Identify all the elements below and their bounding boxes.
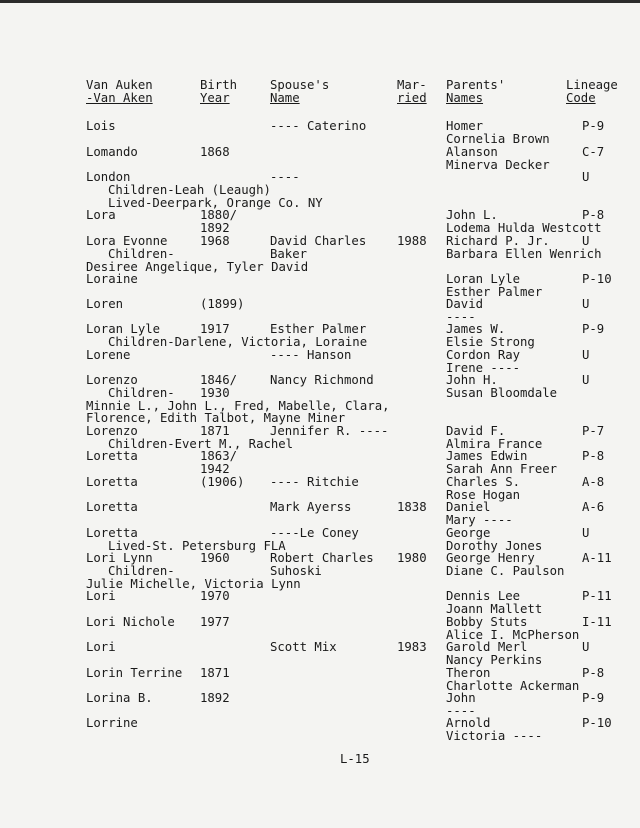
entry-lineage-code: A-6	[582, 500, 605, 514]
top-rule	[0, 0, 640, 3]
entry-name: Lori Lynn	[86, 551, 153, 565]
entry-name: Loretta	[86, 500, 138, 514]
entry-parent: James Edwin	[446, 449, 528, 463]
entry-spouse: Esther Palmer	[270, 322, 367, 336]
entry-name: Lomando	[86, 145, 138, 159]
entry-parent: Irene ----	[446, 360, 521, 375]
entry-lineage-code: P-8	[582, 208, 605, 222]
entry-parent: David	[446, 297, 484, 311]
entry-children-label: Children-	[108, 385, 175, 400]
entry-lineage-code: P-10	[582, 716, 612, 730]
entry-married-year: 1983	[397, 640, 427, 654]
entry-lineage-code: P-9	[582, 322, 605, 336]
entry-name: Loren	[86, 297, 124, 311]
entry-birth-year: 1977	[200, 615, 230, 629]
entry-married-year: 1838	[397, 500, 427, 514]
entry-parent: Daniel	[446, 500, 491, 514]
entry-name: Lorene	[86, 348, 131, 362]
entry-spouse: ---- Caterino	[270, 119, 367, 133]
entry-lineage-code: C-7	[582, 145, 605, 159]
entry-birth-year: 1917	[200, 322, 230, 336]
entry-married-year: 1988	[397, 234, 427, 248]
entry-spouse: ----	[270, 170, 300, 184]
entry-lineage-code: A-8	[582, 475, 605, 489]
entry-parent: Charles S.	[446, 475, 521, 489]
entry-spouse: Mark Ayerss	[270, 500, 352, 514]
entry-birth-year: 1868	[200, 145, 230, 159]
entry-birth-year: 1871	[200, 424, 230, 438]
entry-birth-year: (1899)	[200, 297, 245, 311]
entry-parent: Almira France	[446, 436, 543, 451]
entry-lineage-code: U	[582, 526, 590, 540]
entry-parent: John H.	[446, 373, 498, 387]
entry-parent: Diane C. Paulson	[446, 563, 565, 578]
entry-birth-year: 1942	[200, 461, 230, 476]
entry-lineage-code: I-11	[582, 615, 612, 629]
header-c3-bottom: Name	[270, 91, 300, 105]
entry-note: Lived-Deerpark, Orange Co. NY	[108, 195, 323, 210]
entry-lineage-code: P-8	[582, 449, 605, 463]
header-c6-top: Lineage	[566, 78, 618, 92]
header-c5-bottom: Names	[446, 91, 484, 105]
entry-lineage-code: P-7	[582, 424, 605, 438]
entry-name: Loretta	[86, 526, 138, 540]
entry-parent: George	[446, 526, 491, 540]
entry-note: Minnie L., John L., Fred, Mabelle, Clara,	[86, 398, 390, 413]
entry-lineage-code: U	[582, 297, 590, 311]
entry-parent: Nancy Perkins	[446, 652, 543, 667]
entry-name: Lorrine	[86, 716, 138, 730]
header-c3-top: Spouse's	[270, 78, 330, 92]
entry-name: Lorina B.	[86, 691, 153, 705]
entry-parent: Barbara Ellen Wenrich	[446, 246, 602, 261]
entry-name: Loretta	[86, 449, 138, 463]
entry-name: Lora Evonne	[86, 234, 168, 248]
entry-parent: Minerva Decker	[446, 157, 550, 172]
entry-birth-year: (1906)	[200, 475, 245, 489]
entry-lineage-code: A-11	[582, 551, 612, 565]
entry-parent: Loran Lyle	[446, 272, 521, 286]
entry-spouse: ---- Hanson	[270, 348, 352, 362]
entry-name: Lorenzo	[86, 424, 138, 438]
entry-note: Children-Darlene, Victoria, Loraine	[108, 334, 368, 349]
entry-spouse: Scott Mix	[270, 640, 337, 654]
entry-parent: Alice I. McPherson	[446, 627, 580, 642]
entry-name: Lois	[86, 119, 116, 133]
entry-birth-year: 1930	[200, 385, 230, 400]
entry-married-year: 1980	[397, 551, 427, 565]
entry-birth-year: 1846/	[200, 373, 238, 387]
entry-birth-year: 1863/	[200, 449, 238, 463]
entry-name: Lora	[86, 208, 116, 222]
entry-lineage-code: U	[582, 234, 590, 248]
entry-parent: Joann Mallett	[446, 601, 543, 616]
entry-spouse: Robert Charles	[270, 551, 374, 565]
entry-spouse-cont: Baker	[270, 246, 308, 261]
entry-parent: Rose Hogan	[446, 487, 521, 502]
entry-parent: David F.	[446, 424, 506, 438]
entry-lineage-code: U	[582, 348, 590, 362]
entry-note: Julie Michelle, Victoria Lynn	[86, 576, 301, 591]
entry-parent: Elsie Strong	[446, 334, 535, 349]
header-c1-top: Van Auken	[86, 78, 153, 92]
entry-spouse-cont: Suhoski	[270, 563, 322, 578]
entry-children-label: Children-	[108, 246, 175, 261]
entry-parent: John L.	[446, 208, 498, 222]
entry-note: Florence, Edith Talbot, Mayne Miner	[86, 411, 346, 426]
entry-name: Lori	[86, 640, 116, 654]
entry-spouse: David Charles	[270, 234, 367, 248]
header-c4-bottom: ried	[397, 91, 427, 105]
entry-spouse: Jennifer R. ----	[270, 424, 389, 438]
entry-parent: ----	[446, 309, 476, 324]
header-c5-top: Parents'	[446, 78, 506, 92]
entry-name: London	[86, 170, 131, 184]
header-c6-bottom: Code	[566, 91, 596, 105]
entry-name: Loran Lyle	[86, 322, 161, 336]
entry-note: Children-Leah (Leaugh)	[108, 182, 271, 197]
entry-name: Lorin Terrine	[86, 666, 183, 680]
entry-parent: Dorothy Jones	[446, 538, 543, 553]
entry-note: Lived-St. Petersburg FLA	[108, 538, 286, 553]
entry-spouse: ----Le Coney	[270, 526, 359, 540]
entry-parent: Lodema Hulda Westcott	[446, 220, 602, 235]
header-c4-top: Mar-	[397, 78, 427, 92]
entry-name: Lorenzo	[86, 373, 138, 387]
entry-parent: Cordon Ray	[446, 348, 521, 362]
entry-birth-year: 1892	[200, 691, 230, 705]
entry-name: Loraine	[86, 272, 138, 286]
entry-children-label: Children-	[108, 563, 175, 578]
entry-parent: Esther Palmer	[446, 284, 543, 299]
entry-parent: Charlotte Ackerman	[446, 678, 580, 693]
entry-birth-year: 1968	[200, 234, 230, 248]
entry-parent: James W.	[446, 322, 506, 336]
entry-lineage-code: P-11	[582, 589, 612, 603]
entry-name: Loretta	[86, 475, 138, 489]
entry-birth-year: 1960	[200, 551, 230, 565]
entry-name: Lori Nichole	[86, 615, 175, 629]
entry-note: Children-Evert M., Rachel	[108, 436, 294, 451]
entry-parent: Sarah Ann Freer	[446, 461, 558, 476]
entry-parent: Cornelia Brown	[446, 131, 550, 146]
entry-note: Desiree Angelique, Tyler David	[86, 259, 309, 274]
entry-lineage-code: U	[582, 373, 590, 387]
entry-lineage-code: U	[582, 170, 590, 184]
entry-spouse: ---- Ritchie	[270, 475, 359, 489]
entry-parent: Richard P. Jr.	[446, 234, 550, 248]
entry-lineage-code: P-9	[582, 119, 605, 133]
entry-lineage-code: U	[582, 640, 590, 654]
entry-parent: Mary ----	[446, 512, 513, 527]
entry-lineage-code: P-8	[582, 666, 605, 680]
entry-name: Lori	[86, 589, 116, 603]
header-c1-bottom: -Van Aken	[86, 91, 153, 105]
entry-parent: Bobby Stuts	[446, 615, 528, 629]
entry-parent: Dennis Lee	[446, 589, 521, 603]
header-c2-top: Birth	[200, 78, 238, 92]
entry-parent: Homer	[446, 119, 484, 133]
page-number: L-15	[340, 752, 370, 766]
entry-birth-year: 1970	[200, 589, 230, 603]
entry-birth-year: 1871	[200, 666, 230, 680]
entry-parent: Arnold	[446, 716, 491, 730]
header-c2-bottom: Year	[200, 91, 230, 105]
entry-birth-year: 1880/	[200, 208, 238, 222]
entry-parent: Victoria ----	[446, 728, 543, 743]
entry-spouse: Nancy Richmond	[270, 373, 374, 387]
entry-parent: ----	[446, 703, 476, 718]
entry-parent: Susan Bloomdale	[446, 385, 558, 400]
entry-parent: Alanson	[446, 145, 498, 159]
entry-parent: Garold Merl	[446, 640, 528, 654]
entry-parent: John	[446, 691, 476, 705]
entry-parent: George Henry	[446, 551, 535, 565]
entry-birth-year: 1892	[200, 220, 230, 235]
entry-parent: Theron	[446, 666, 491, 680]
entry-lineage-code: P-9	[582, 691, 605, 705]
entry-lineage-code: P-10	[582, 272, 612, 286]
